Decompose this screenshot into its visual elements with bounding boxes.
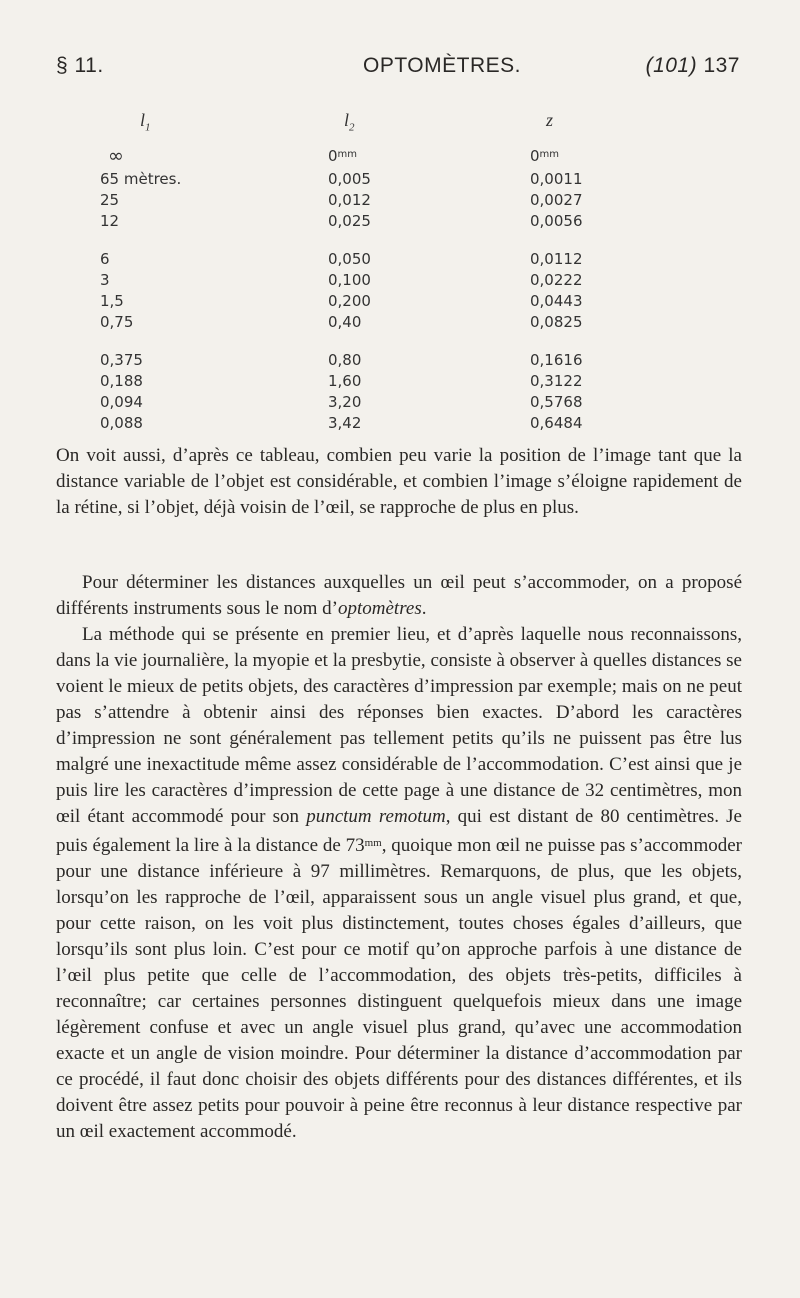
table-cell: ∞ <box>108 145 124 167</box>
table-row <box>100 231 583 269</box>
table-row <box>100 269 583 290</box>
table-cell: 0,088 <box>100 413 143 432</box>
table-cell: 6 <box>100 249 110 268</box>
table-row <box>100 168 583 189</box>
table-cell: 0,6484 <box>530 413 583 432</box>
term-punctum-remotum: punctum remotum <box>306 806 446 827</box>
distance-table <box>100 110 583 433</box>
table-cell: 65 mètres. <box>100 169 182 188</box>
section-number: § 11. <box>56 54 104 77</box>
table-cell: 0,0825 <box>530 312 583 331</box>
table-cell: 0,80 <box>328 350 362 369</box>
table-row <box>100 210 583 231</box>
table-cell: 0,75 <box>100 312 134 331</box>
table-cell: 0,188 <box>100 371 143 390</box>
table-cell: 0,012 <box>328 190 371 209</box>
table-cell: 1,60 <box>328 371 362 390</box>
table-row <box>100 189 583 210</box>
table-cell: 0,100 <box>328 270 371 289</box>
table-row <box>100 144 583 168</box>
table-cell: $0^{mm}$ <box>328 147 358 165</box>
table-cell: 0,200 <box>328 291 371 310</box>
running-header <box>56 54 740 90</box>
table-cell: 0,0222 <box>530 270 583 289</box>
table-cell: 3,42 <box>328 413 362 432</box>
col-header-l2: $l_2$ <box>344 110 355 134</box>
paragraph-2: Pour déterminer les distances auxquelles un œil peut s’accommoder, on a proposé différents instruments sous le nom d’optomètres. <box>56 572 742 619</box>
page-ref: (101) <box>645 54 698 77</box>
paragraph-1: On voit aussi, d’après ce tableau, combien peu varie la position de l’image tant que la distance variable de l’objet est considérable, et combien l’image s’éloigne rapidement de la rétine, si l’objet, déjà voisin de l’œil, se rapproche de plus en plus. <box>56 445 742 518</box>
table-cell: 0,0011 <box>530 169 583 188</box>
table-cell: 0,40 <box>328 312 362 331</box>
table-cell: 0,0443 <box>530 291 583 310</box>
table-cell: 1,5 <box>100 291 124 310</box>
table-cell: 0,050 <box>328 249 371 268</box>
table-cell: 0,0027 <box>530 190 583 209</box>
table-row <box>100 370 583 391</box>
table-cell: $0^{mm}$ <box>530 147 560 165</box>
table-row <box>100 391 583 412</box>
table-cell: 0,375 <box>100 350 143 369</box>
table-row <box>100 332 583 370</box>
page-number <box>646 54 740 78</box>
table-cell: 0,3122 <box>530 371 583 390</box>
table-cell: 0,025 <box>328 211 371 230</box>
table-cell: 0,0112 <box>530 249 583 268</box>
table-cell: 0,094 <box>100 392 143 411</box>
page-number-value: 137 <box>703 54 740 77</box>
table-cell: 0,0056 <box>530 211 583 230</box>
table-cell: 25 <box>100 190 120 209</box>
col-header-l1: $l_1$ <box>140 110 151 134</box>
table-cell: 0,1616 <box>530 350 583 369</box>
table-header-row <box>100 110 583 144</box>
table-row <box>100 412 583 433</box>
table-cell: 0,005 <box>328 169 371 188</box>
paragraph-3: La méthode qui se présente en premier lieu, et d’après laquelle nous reconnaissons, dans la vie journalière, la myopie et la presbytie, consiste à observer à quelles distances se voient le mieux de petits objets, des caractères d’impression par exemple; mais on ne peut pas s’attendre à obtenir ainsi des réponses bien exactes. D’abord les caractères d’impression ne sont généralement pas tellement petits qu’ils ne puissent pas être lus malgré une inexactitude même assez considérable de l’accommodation. C’est ainsi que je puis lire les caractères d’impression de cette page à une distance de 32 centimètres, mon œil étant accommodé pour son punctum remotum, qui est distant de 80 centimètres. Je puis également la lire à la distance de $73^{mm}$, quoique mon œil ne puisse pas s’accommoder pour une distance inférieure à 97 millimètres. Remarquons, de plus, que les objets, lorsqu’on les rapproche de l’œil, apparaissent sous un angle visuel plus grand, et que, pour cette raison, on les voit plus distinctement, toutes choses égales d’ailleurs, que lorsqu’ils sont plus loin. C’est pour ce motif qu’on approche parfois à une distance de l’œil plus petite que celle de l’accommodation, des objets très-petits, difficiles à reconnaître; car certaines personnes distinguent quelquefois mieux dans une image légèrement confuse et avec un angle visuel plus grand, qu’avec une accommodation exacte et un angle de vision moindre. Pour déterminer la distance d’accommodation par ce procédé, il faut donc choisir des objets différents pour des distances différentes, et ils doivent être assez petits pour pouvoir à peine être reconnus à leur distance respective par un œil exactement accommodé. <box>56 624 742 1142</box>
table-cell: 3 <box>100 270 110 289</box>
chapter-title: OPTOMÈTRES. <box>363 54 521 77</box>
table-row <box>100 290 583 311</box>
table-cell: 12 <box>100 211 120 230</box>
term-optometres: optomètres <box>337 598 422 619</box>
col-header-z: z <box>546 110 554 130</box>
table-row <box>100 311 583 332</box>
table-cell: 3,20 <box>328 392 362 411</box>
table-cell: 0,5768 <box>530 392 583 411</box>
